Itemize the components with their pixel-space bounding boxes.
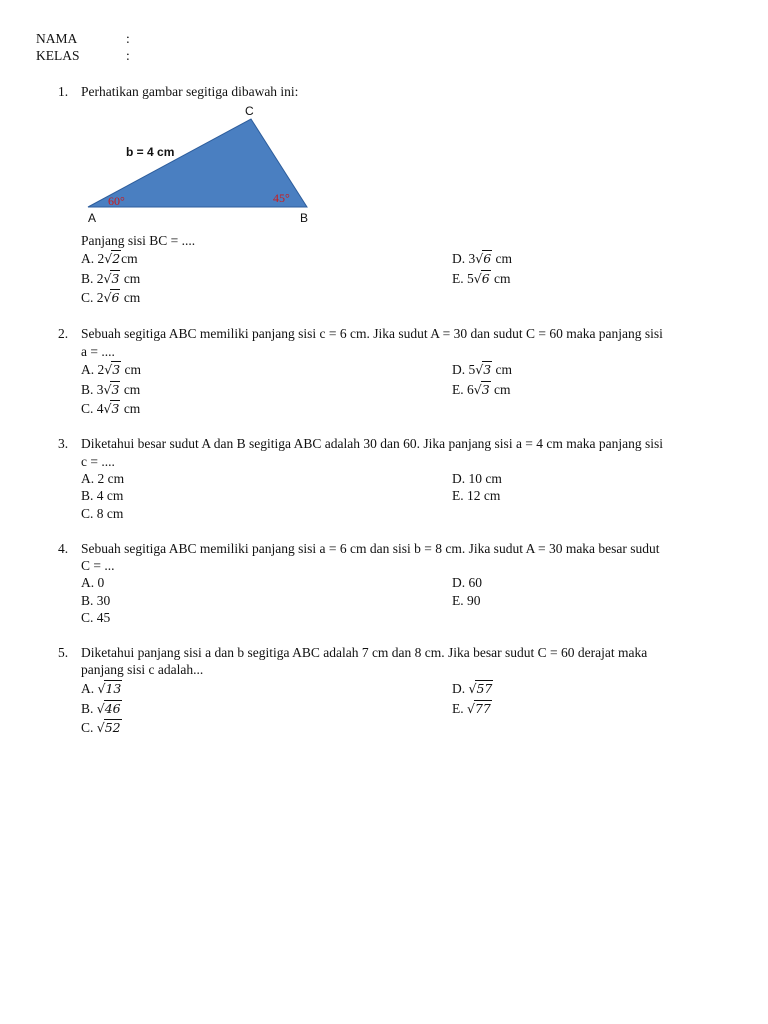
- question-1-text: Perhatikan gambar segitiga dibawah ini:: [81, 84, 299, 99]
- coefficient: 5: [467, 271, 474, 286]
- sqrt-icon: √6: [475, 251, 492, 266]
- sqrt-icon: √6: [103, 290, 120, 305]
- coefficient: 2: [96, 290, 104, 305]
- option-prefix: B.: [81, 382, 97, 397]
- radicand: 52: [104, 720, 121, 735]
- sqrt-icon: √52: [96, 720, 121, 735]
- coefficient: 6: [467, 382, 474, 397]
- q2-option-a[interactable]: [81, 361, 141, 378]
- q4-option-e[interactable]: E. 90: [452, 593, 481, 608]
- question-4-line1: Sebuah segitiga ABC memiliki panjang sisi a = 6 cm dan sisi b = 8 cm. Jika sudut A = 30 maka besar sudut: [81, 541, 660, 556]
- q3-option-a[interactable]: A. 2 cm: [81, 471, 125, 486]
- radicand: 3: [111, 382, 120, 397]
- question-5-number: 5.: [58, 645, 69, 660]
- question-3-number: 3.: [58, 436, 69, 451]
- side-b-label: b = 4 cm: [126, 145, 175, 159]
- question-1-number: 1.: [58, 84, 69, 99]
- coefficient: 5: [468, 362, 476, 377]
- option-prefix: C.: [81, 290, 97, 305]
- q4-option-c[interactable]: C. 45: [81, 610, 111, 625]
- q1-option-e[interactable]: [452, 270, 511, 287]
- angle-b-label: 45°: [273, 191, 290, 205]
- coefficient: 2: [96, 271, 104, 286]
- coefficient: 3: [96, 382, 104, 397]
- option-prefix: A.: [81, 362, 98, 377]
- option-prefix: C.: [81, 720, 97, 735]
- question-1-prompt: Panjang sisi BC = ....: [81, 233, 196, 248]
- unit: cm: [492, 251, 513, 266]
- q1-option-b[interactable]: [81, 270, 140, 287]
- radicand: 3: [111, 271, 120, 286]
- unit: cm: [492, 362, 513, 377]
- question-5-line2: panjang sisi c adalah...: [81, 662, 204, 677]
- vertex-c-label: C: [245, 104, 254, 118]
- question-5-line1: Diketahui panjang sisi a dan b segitiga ABC adalah 7 cm dan 8 cm. Jika besar sudut C = 60 derajat maka: [81, 645, 648, 660]
- radicand: 2: [112, 251, 121, 266]
- radicand: 46: [104, 701, 121, 716]
- radicand: 13: [105, 681, 122, 696]
- kelas-label: KELAS: [36, 48, 80, 63]
- sqrt-icon: √3: [104, 362, 121, 377]
- q2-option-c[interactable]: [81, 400, 140, 417]
- sqrt-icon: √6: [473, 271, 490, 286]
- nama-colon: :: [126, 31, 130, 46]
- q5-option-d[interactable]: [452, 680, 493, 697]
- q4-option-a[interactable]: A. 0: [81, 575, 105, 590]
- coefficient: 3: [468, 251, 476, 266]
- option-prefix: B.: [81, 701, 97, 716]
- q5-option-e[interactable]: [452, 700, 492, 717]
- q3-option-e[interactable]: E. 12 cm: [452, 488, 501, 503]
- question-3-line2: c = ....: [81, 454, 115, 469]
- radicand: 6: [481, 271, 490, 286]
- unit: cm: [121, 251, 138, 266]
- coefficient: 2: [97, 251, 105, 266]
- q1-option-d[interactable]: [452, 250, 512, 267]
- radicand: 6: [483, 251, 492, 266]
- q1-option-a[interactable]: [81, 250, 138, 267]
- radicand: 77: [474, 701, 491, 716]
- unit: cm: [120, 382, 141, 397]
- kelas-colon: :: [126, 48, 130, 63]
- option-prefix: E.: [452, 271, 467, 286]
- option-prefix: A.: [81, 681, 98, 696]
- triangle-figure: [80, 104, 320, 226]
- question-2-line1: Sebuah segitiga ABC memiliki panjang sisi c = 6 cm. Jika sudut A = 30 dan sudut C = 60 maka panjang sisi: [81, 326, 663, 341]
- q2-option-d[interactable]: [452, 361, 512, 378]
- sqrt-icon: √57: [468, 681, 493, 696]
- option-prefix: D.: [452, 681, 469, 696]
- q1-option-c[interactable]: [81, 289, 140, 306]
- unit: cm: [121, 362, 142, 377]
- option-prefix: D.: [452, 251, 469, 266]
- radicand: 3: [481, 382, 490, 397]
- question-4-line2: C = ...: [81, 558, 115, 573]
- radicand: 6: [111, 290, 120, 305]
- question-4-number: 4.: [58, 541, 69, 556]
- nama-label: NAMA: [36, 31, 78, 46]
- sqrt-icon: √3: [103, 401, 120, 416]
- sqrt-icon: √77: [467, 701, 491, 716]
- unit: cm: [490, 271, 511, 286]
- angle-a-label: 60°: [108, 194, 125, 208]
- unit: cm: [120, 271, 141, 286]
- sqrt-icon: √3: [103, 382, 120, 397]
- q5-option-b[interactable]: [81, 700, 122, 717]
- sqrt-icon: √46: [96, 701, 121, 716]
- sqrt-icon: √2: [104, 251, 121, 266]
- unit: cm: [120, 290, 141, 305]
- option-prefix: A.: [81, 251, 98, 266]
- q4-option-d[interactable]: D. 60: [452, 575, 482, 590]
- option-prefix: B.: [81, 271, 97, 286]
- option-prefix: C.: [81, 401, 97, 416]
- q5-option-a[interactable]: [81, 680, 122, 697]
- sqrt-icon: √3: [475, 362, 492, 377]
- q2-option-b[interactable]: [81, 381, 140, 398]
- question-2-line2: a = ....: [81, 344, 115, 359]
- q4-option-b[interactable]: B. 30: [81, 593, 111, 608]
- radicand: 3: [112, 362, 121, 377]
- vertex-b-label: B: [300, 211, 309, 225]
- q5-option-c[interactable]: [81, 719, 122, 736]
- option-prefix: E.: [452, 701, 467, 716]
- sqrt-icon: √3: [103, 271, 120, 286]
- option-prefix: E.: [452, 382, 467, 397]
- unit: cm: [120, 401, 141, 416]
- coefficient: 2: [97, 362, 105, 377]
- q3-option-d[interactable]: D. 10 cm: [452, 471, 502, 486]
- radicand: 3: [483, 362, 492, 377]
- question-3-line1: Diketahui besar sudut A dan B segitiga ABC adalah 30 dan 60. Jika panjang sisi a = 4 cm maka panjang sisi: [81, 436, 664, 451]
- q3-option-b[interactable]: B. 4 cm: [81, 488, 124, 503]
- q3-option-c[interactable]: C. 8 cm: [81, 506, 124, 521]
- question-2-number: 2.: [58, 326, 69, 341]
- radicand: 3: [111, 401, 120, 416]
- unit: cm: [490, 382, 511, 397]
- vertex-a-label: A: [88, 211, 97, 225]
- coefficient: 4: [96, 401, 104, 416]
- option-prefix: D.: [452, 362, 469, 377]
- q2-option-e[interactable]: [452, 381, 511, 398]
- sqrt-icon: √3: [473, 382, 490, 397]
- radicand: 57: [476, 681, 493, 696]
- sqrt-icon: √13: [97, 681, 122, 696]
